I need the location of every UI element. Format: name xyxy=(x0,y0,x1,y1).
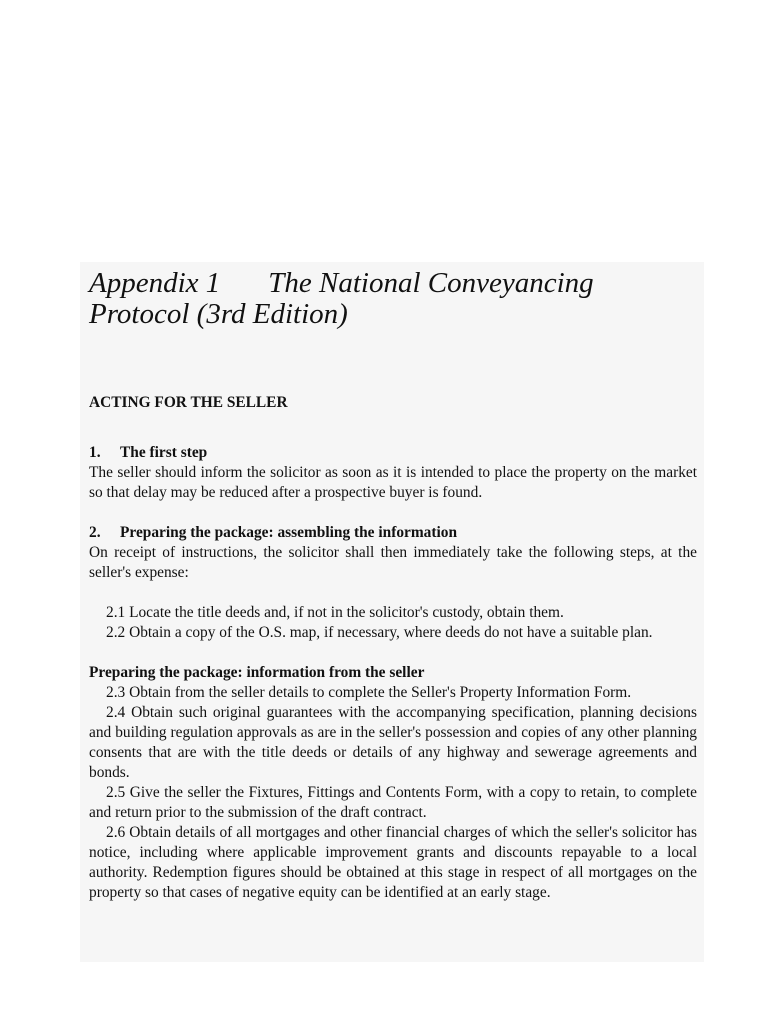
item-2-2: 2.2 Obtain a copy of the O.S. map, if necessary, where deeds do not have a suitable plan. xyxy=(106,624,653,641)
step2-title: Preparing the package: assembling the information xyxy=(120,524,458,541)
step3-heading: Preparing the package: information from the seller xyxy=(89,664,425,681)
step1-heading xyxy=(89,443,697,463)
step1-number: 1. xyxy=(89,444,101,461)
step1-title: The first step xyxy=(120,444,208,461)
page-title xyxy=(89,268,704,330)
title-line2: Protocol (3rd Edition) xyxy=(89,298,348,330)
step1-text: The seller should inform the solicitor as soon as it is intended to place the property on the market so that delay may be reduced after a prospective buyer is found. xyxy=(89,464,697,501)
item-2-6: 2.6 Obtain details of all mortgages and other financial charges of which the seller's solicitor has notice, including where applicable improvement grants and discounts repayable to a local authority. Redemption figures should be obtained at this stage in respect of all mortgages on the property so that cases of negative equity can be identified at an early stage. xyxy=(89,824,697,901)
item-2-4: 2.4 Obtain such original guarantees with the accompanying specification, planning decisions and building regulation approvals as are in the seller's possession and copies of any other planning consents that are with the title deeds or details of any highway and sewerage agreements and bonds. xyxy=(89,704,697,781)
step2-text: On receipt of instructions, the solicitor shall then immediately take the following steps, at the seller's expense: xyxy=(89,544,697,581)
item-2-1: 2.1 Locate the title deeds and, if not in the solicitor's custody, obtain them. xyxy=(106,604,564,621)
step2-heading xyxy=(89,523,697,543)
document-body xyxy=(89,393,697,903)
title-line1: The National Conveyancing xyxy=(268,267,594,299)
appendix-label: Appendix 1 xyxy=(89,267,221,299)
section-heading: ACTING FOR THE SELLER xyxy=(89,394,288,411)
step2-number: 2. xyxy=(89,524,101,541)
item-2-5: 2.5 Give the seller the Fixtures, Fittings and Contents Form, with a copy to retain, to complete and return prior to the submission of the draft contract. xyxy=(89,784,697,821)
item-2-3: 2.3 Obtain from the seller details to complete the Seller's Property Information Form. xyxy=(106,684,632,701)
